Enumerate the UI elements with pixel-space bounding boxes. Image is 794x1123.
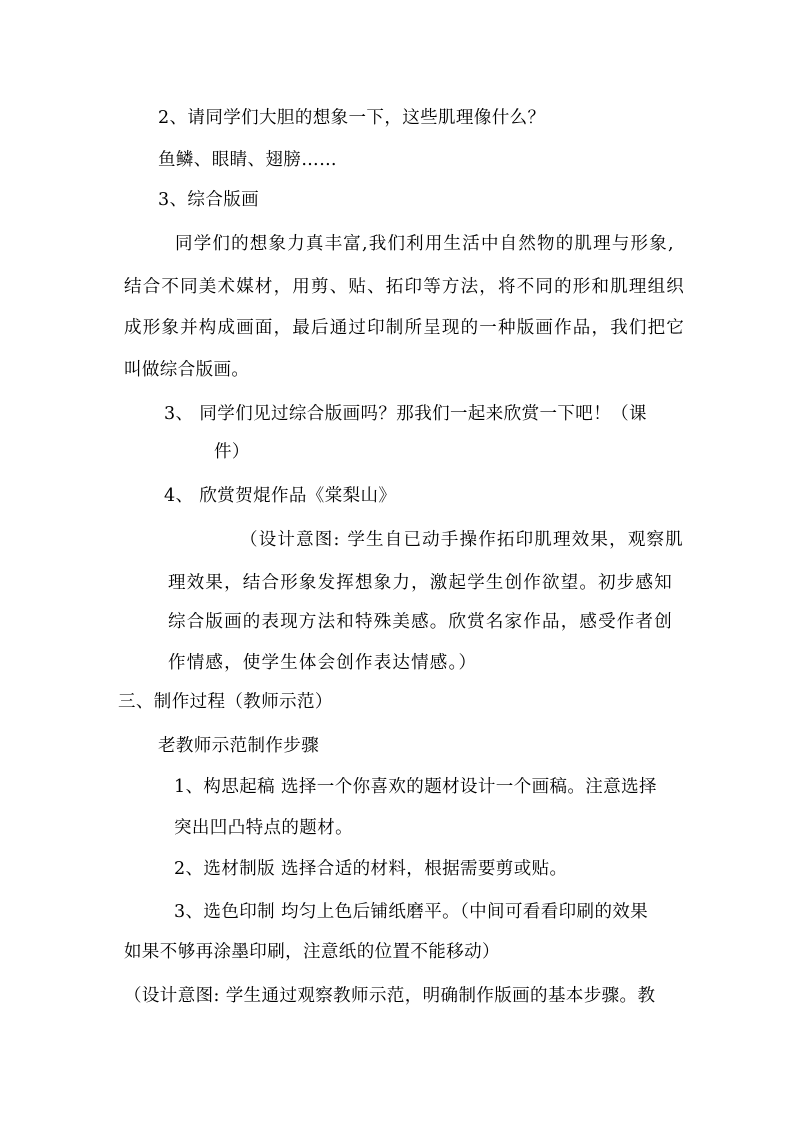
paragraph-definition-line-2: 结合不同美术媒材，用剪、贴、拓印等方法，将不同的形和肌理组织 <box>124 277 685 297</box>
list-item-4: 4、 欣赏贺焜作品《棠梨山》 <box>164 486 397 506</box>
heading-composite-print: 3、综合版画 <box>158 190 260 210</box>
paragraph-definition-line-3: 成形象并构成画面，最后通过印制所呈现的一种版画作品，我们把它 <box>124 318 685 338</box>
section-heading-3: 三、制作过程（教师示范） <box>118 692 333 712</box>
step-1-line-2: 突出凹凸特点的题材。 <box>174 818 353 838</box>
teacher-demo-heading: 老教师示范制作步骤 <box>158 736 320 756</box>
design-intent-1-line-1: （设计意图: 学生自已动手操作拓印肌理效果，观察肌 <box>240 530 684 550</box>
list-item-3-line-2: 件） <box>214 442 250 462</box>
design-intent-1-line-3: 综合版画的表现方法和特殊美感。欣赏名家作品，感受作者创 <box>168 612 673 632</box>
step-2: 2、选材制版 选择合适的材料，根据需要剪或贴。 <box>174 859 568 879</box>
design-intent-2-line-1: （设计意图: 学生通过观察教师示范，明确制作版画的基本步骤。教 <box>124 986 656 1006</box>
list-item-3-line-1: 3、 同学们见过综合版画吗？那我们一起来欣赏一下吧！（课 <box>164 404 647 424</box>
paragraph-answer: 鱼鳞、眼睛、翅膀…… <box>158 150 337 170</box>
design-intent-1-line-4: 作情感，使学生体会创作表达情感。） <box>168 653 478 673</box>
paragraph-question-2: 2、请同学们大胆的想象一下，这些肌理像什么？ <box>158 108 546 128</box>
step-3-line-1: 3、选色印制 均匀上色后铺纸磨平。（中间可看看印刷的效果 <box>174 902 649 922</box>
step-1-line-1: 1、构思起稿 选择一个你喜欢的题材设计一个画稿。注意选择 <box>174 777 657 797</box>
design-intent-1-line-2: 理效果，结合形象发挥想象力，激起学生创作欲望。初步感知 <box>168 573 673 593</box>
step-3-line-2: 如果不够再涂墨印刷，注意纸的位置不能移动） <box>124 942 500 962</box>
paragraph-definition-line-4: 叫做综合版画。 <box>124 360 250 380</box>
paragraph-definition-line-1: 同学们的想象力真丰富,我们利用生活中自然物的肌理与形象, <box>175 234 675 254</box>
